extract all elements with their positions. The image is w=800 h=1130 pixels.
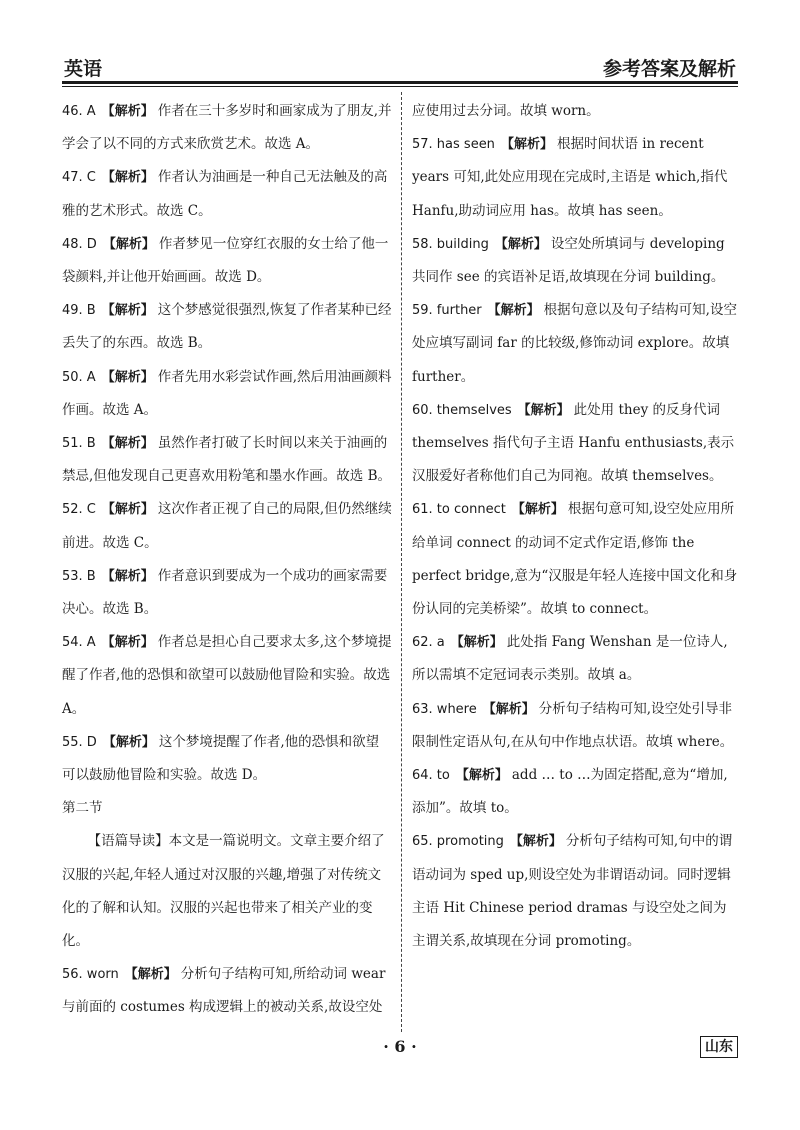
answer-item (62, 726, 392, 792)
left-column (62, 95, 392, 1025)
analysis-tag: 【解析】 (101, 369, 154, 385)
answer-item (412, 825, 739, 958)
answer-item-56-continued: 应使用过去分词。故填 worn。 (412, 103, 600, 119)
answer-item (62, 95, 392, 161)
answer-number: 50. A (62, 369, 96, 385)
answer-item (412, 626, 739, 692)
answer-item (412, 228, 739, 294)
answer-number: 63. where (412, 701, 477, 717)
answer-item (62, 493, 392, 559)
analysis-tag: 【解析】 (500, 137, 553, 153)
answer-item (62, 294, 392, 360)
answer-number: 60. themselves (412, 402, 512, 418)
analysis-tag: 【解析】 (517, 402, 570, 418)
analysis-text: 虽然作者打破了长时间以来关于油画的禁忌,但他发现自己更喜欢用粉笔和墨水作画。故选 B。 (62, 435, 392, 485)
answer-item (62, 560, 392, 626)
analysis-tag: 【解析】 (102, 236, 155, 252)
subject-title: 英语 (64, 58, 103, 80)
analysis-text: 根据句意以及句子结构可知,设空处应填写副词 far 的比较级,修饰动词 explore。故填 further。 (412, 302, 737, 385)
answer-item (412, 759, 739, 825)
analysis-tag: 【解析】 (101, 436, 154, 452)
answer-item (62, 161, 392, 227)
answer-number: 53. B (62, 568, 96, 584)
answer-number: 51. B (62, 436, 96, 452)
analysis-tag: 【解析】 (494, 236, 547, 252)
answer-item (412, 394, 739, 494)
answer-number: 49. B (62, 303, 96, 319)
reading-guide: 【语篇导读】本文是一篇说明文。文章主要介绍了汉服的兴起,年轻人通过对汉服的兴趣,增强了对传统文化的了解和认知。汉服的兴起也带来了相关产业的变化。 (62, 833, 385, 950)
analysis-text: 作者意识到要成为一个成功的画家需要决心。故选 B。 (62, 567, 388, 618)
analysis-text: 这次作者正视了自己的局限,但仍然继续前进。故选 C。 (62, 501, 392, 551)
header-rule-thick (62, 81, 738, 84)
analysis-tag: 【解析】 (482, 701, 535, 717)
answer-number: 52. C (62, 502, 96, 518)
analysis-tag: 【解析】 (102, 734, 155, 750)
analysis-tag: 【解析】 (455, 768, 508, 784)
answer-item (62, 361, 392, 427)
answer-number: 61. to connect (412, 502, 506, 518)
answer-item (62, 427, 392, 493)
analysis-text: 作者先用水彩尝试作画,然后用油画颜料作画。故选 A。 (62, 368, 392, 418)
analysis-text: 作者梦见一位穿红衣服的女士给了他一袋颜料,并让他开始画画。故选 D。 (62, 235, 389, 286)
answer-item (412, 693, 739, 759)
analysis-tag: 【解析】 (487, 303, 540, 319)
analysis-tag: 【解析】 (509, 834, 562, 850)
page-header (62, 46, 738, 80)
answer-item (412, 294, 739, 394)
answer-item (412, 128, 739, 228)
region-badge: 山东 (700, 1036, 738, 1058)
analysis-text: 根据句意可知,设空处应用所给单词 connect 的动词不定式作定语,修饰 the perfect bridge,意为“汉服是年轻人连接中国文化和身份认同的完美桥梁”。故填 to connect。 (412, 501, 738, 618)
analysis-text: 分析句子结构可知,所给动词 wear 与前面的 costumes 构成逻辑上的被动关系,故设空处 (62, 966, 386, 1016)
analysis-tag: 【解析】 (124, 967, 177, 983)
answer-item-56 (62, 958, 392, 1024)
analysis-tag: 【解析】 (101, 104, 154, 119)
analysis-tag: 【解析】 (101, 502, 154, 518)
analysis-tag: 【解析】 (450, 635, 503, 651)
answer-number: 47. C (62, 170, 96, 186)
header-rule-thin (62, 86, 738, 87)
analysis-text: 作者总是担心自己要求太多,这个梦境提醒了作者,他的恐惧和欲望可以鼓励他冒险和实验。故选 A。 (62, 634, 392, 717)
analysis-tag: 【解析】 (101, 568, 154, 584)
section-title: 参考答案及解析 (602, 58, 736, 80)
analysis-text: 分析句子结构可知,句中的谓语动词为 sped up,则设空处为非谓语动词。同时逻辑主语 Hit Chinese period dramas 与设空处之间为主谓关系,故填现在分词 promoting。 (412, 833, 733, 950)
analysis-text: add … to …为固定搭配,意为“增加,添加”。故填 to。 (412, 767, 728, 817)
answer-number: 62. a (412, 635, 445, 651)
analysis-tag: 【解析】 (101, 635, 154, 651)
answer-number: 57. has seen (412, 137, 495, 153)
answer-number: 48. D (62, 236, 97, 252)
answer-number: 55. D (62, 734, 97, 750)
answer-item (62, 626, 392, 726)
answer-item (412, 493, 739, 626)
answer-number: 65. promoting (412, 834, 504, 850)
analysis-text: 此处用 they 的反身代词 themselves 指代句子主语 Hanfu enthusiasts,表示汉服爱好者称他们自己为同袍。故填 themselves。 (412, 401, 735, 485)
analysis-tag: 【解析】 (101, 303, 154, 319)
answer-number: 56. worn (62, 967, 119, 983)
answer-number: 58. building (412, 236, 489, 252)
analysis-text: 分析句子结构可知,设空处引导非限制性定语从句,在从句中作地点状语。故填 where。 (412, 700, 734, 750)
answer-number: 64. to (412, 768, 450, 784)
analysis-text: 这个梦感觉很强烈,恢复了作者某种已经丢失了的东西。故选 B。 (62, 302, 392, 352)
analysis-text: 这个梦境提醒了作者,他的恐惧和欲望可以鼓励他冒险和实验。故选 D。 (62, 733, 380, 784)
analysis-text: 设空处所填词与 developing 共同作 see 的宾语补足语,故填现在分词 building。 (412, 235, 725, 286)
column-divider (401, 92, 402, 1032)
analysis-text: 作者认为油画是一种自己无法触及的高雅的艺术形式。故选 C。 (62, 169, 388, 219)
page-number: · 6 · (383, 1037, 417, 1056)
answer-number: 59. further (412, 303, 482, 319)
right-column (412, 95, 739, 958)
analysis-text: 作者在三十多岁时和画家成为了朋友,并学会了以不同的方式来欣赏艺术。故选 A。 (62, 103, 392, 153)
section2-title: 第二节 (62, 800, 103, 817)
answer-number: 46. A (62, 104, 96, 119)
answer-number: 54. A (62, 635, 96, 651)
answer-item (62, 228, 392, 294)
analysis-text: 此处指 Fang Wenshan 是一位诗人,所以需填不定冠词表示类别。故填 a。 (412, 634, 728, 684)
analysis-tag: 【解析】 (511, 502, 564, 518)
analysis-text: 根据时间状语 in recent years 可知,此处应用现在完成时,主语是 which,指代 Hanfu,助动词应用 has。故填 has seen。 (412, 136, 728, 219)
analysis-tag: 【解析】 (101, 170, 154, 186)
